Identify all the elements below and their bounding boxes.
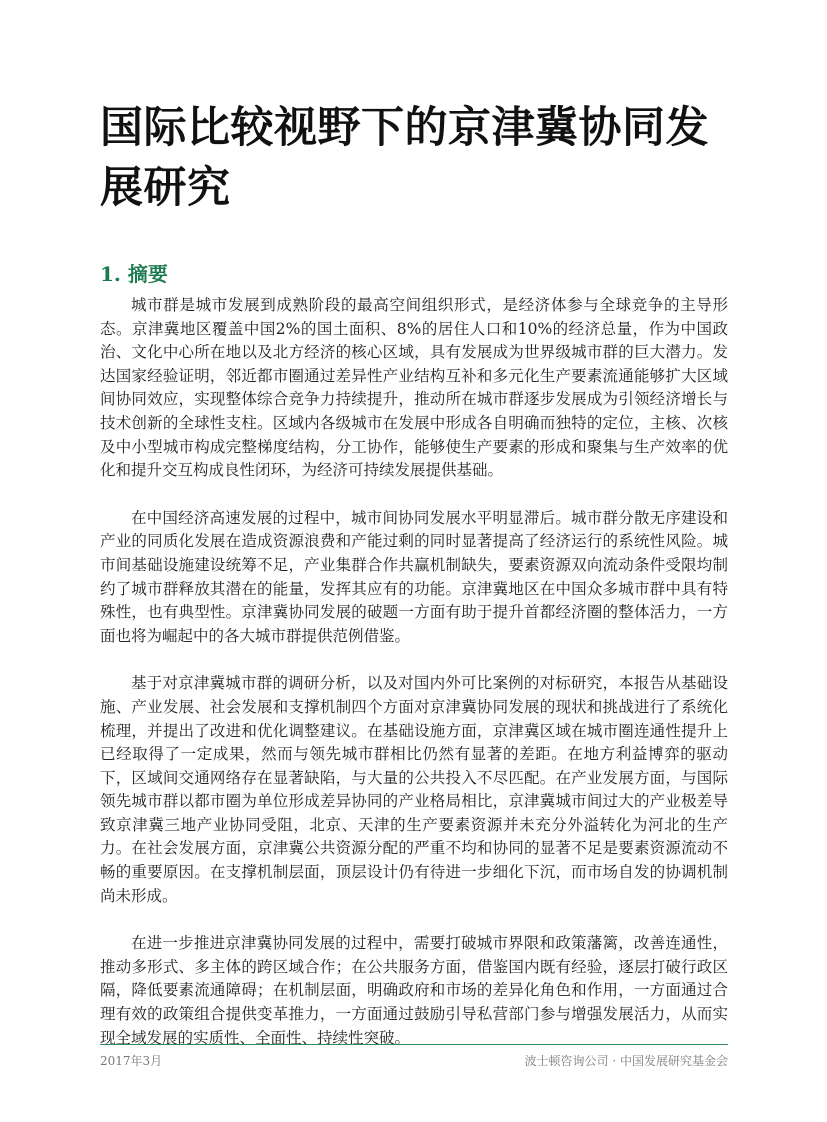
paragraph: 在进一步推进京津冀协同发展的过程中，需要打破城市界限和政策藩篱，改善连通性，推动多形式、多主体的跨区域合作；在公共服务方面，借鉴国内既有经验，逐层打破行政区隔，降低要素流通障碍；在机制层面，明确政府和市场的差异化角色和作用，一方面通过合理有效的政策组合提供变革推力，一方面通过鼓励引导私营部门参与增强发展活力，从而实现全域发展的实质性、全面性、持续性突破。 <box>100 934 728 1047</box>
paragraph: 基于对京津冀城市群的调研分析，以及对国内外可比案例的对标研究，本报告从基础设施、产业发展、社会发展和支撑机制四个方面对京津冀协同发展的现状和挑战进行了系统化梳理，并提出了改进和优化调整建议。在基础设施方面，京津冀区域在城市圈连通性提升上已经取得了一定成果，然而与领先城市群相比仍然有显著的差距。在地方利益博弈的驱动下，区域间交通网络存在显著缺陷，与大量的公共投入不尽匹配。在产业发展方面，与国际领先城市群以都市圈为单位形成差异协同的产业格局相比，京津冀城市间过大的产业极差导致京津冀三地产业协同受阻，北京、天津的生产要素资源并未充分外溢转化为河北的生产力。在社会发展方面，京津冀公共资源分配的严重不均和协同的显著不足是要素资源流动不畅的重要原因。在支撑机制层面，顶层设计仍有待进一步细化下沉，而市场自发的协调机制尚未形成。 <box>100 674 728 905</box>
section-heading-abstract: 1. 摘要 <box>100 262 168 286</box>
paragraph: 在中国经济高速发展的过程中，城市间协同发展水平明显滞后。城市群分散无序建设和产业的同质化发展在造成资源浪费和产能过剩的同时显著提高了经济运行的系统性风险。城市间基础设施建设统筹不足，产业集群合作共赢机制缺失，要素资源双向流动条件受限均制约了城市群释放其潜在的能量，发挥其应有的功能。京津冀地区在中国众多城市群中具有特殊性，也有典型性。京津冀协同发展的破题一方面有助于提升首都经济圈的整体活力，一方面也将为崛起中的各大城市群提供范例借鉴。 <box>100 508 728 645</box>
footer-divider <box>100 1044 728 1045</box>
footer-date: 2017年3月 <box>100 1054 163 1068</box>
abstract-body <box>100 294 728 1074</box>
page-title: 国际比较视野下的京津冀协同发展研究 <box>100 103 709 213</box>
paragraph: 城市群是城市发展到成熟阶段的最高空间组织形式，是经济体参与全球竞争的主导形态。京津冀地区覆盖中国2%的国土面积、8%的居住人口和10%的经济总量，作为中国政治、文化中心所在地以及北方经济的核心区域，具有发展成为世界级城市群的巨大潜力。发达国家经验证明，邻近都市圈通过差异性产业结构互补和多元化生产要素流通能够扩大区域间协同效应，实现整体综合竞争力持续提升，推动所在城市群逐步发展成为引领经济增长与技术创新的全球性支柱。区域内各级城市在发展中形成各自明确而独特的定位，主核、次核及中小型城市构成完整梯度结构，分工协作，能够使生产要素的形成和聚集与生产效率的优化和提升交互构成良性闭环，为经济可持续发展提供基础。 <box>100 296 728 480</box>
footer-publisher: 波士顿咨询公司 · 中国发展研究基金会 <box>524 1054 728 1068</box>
